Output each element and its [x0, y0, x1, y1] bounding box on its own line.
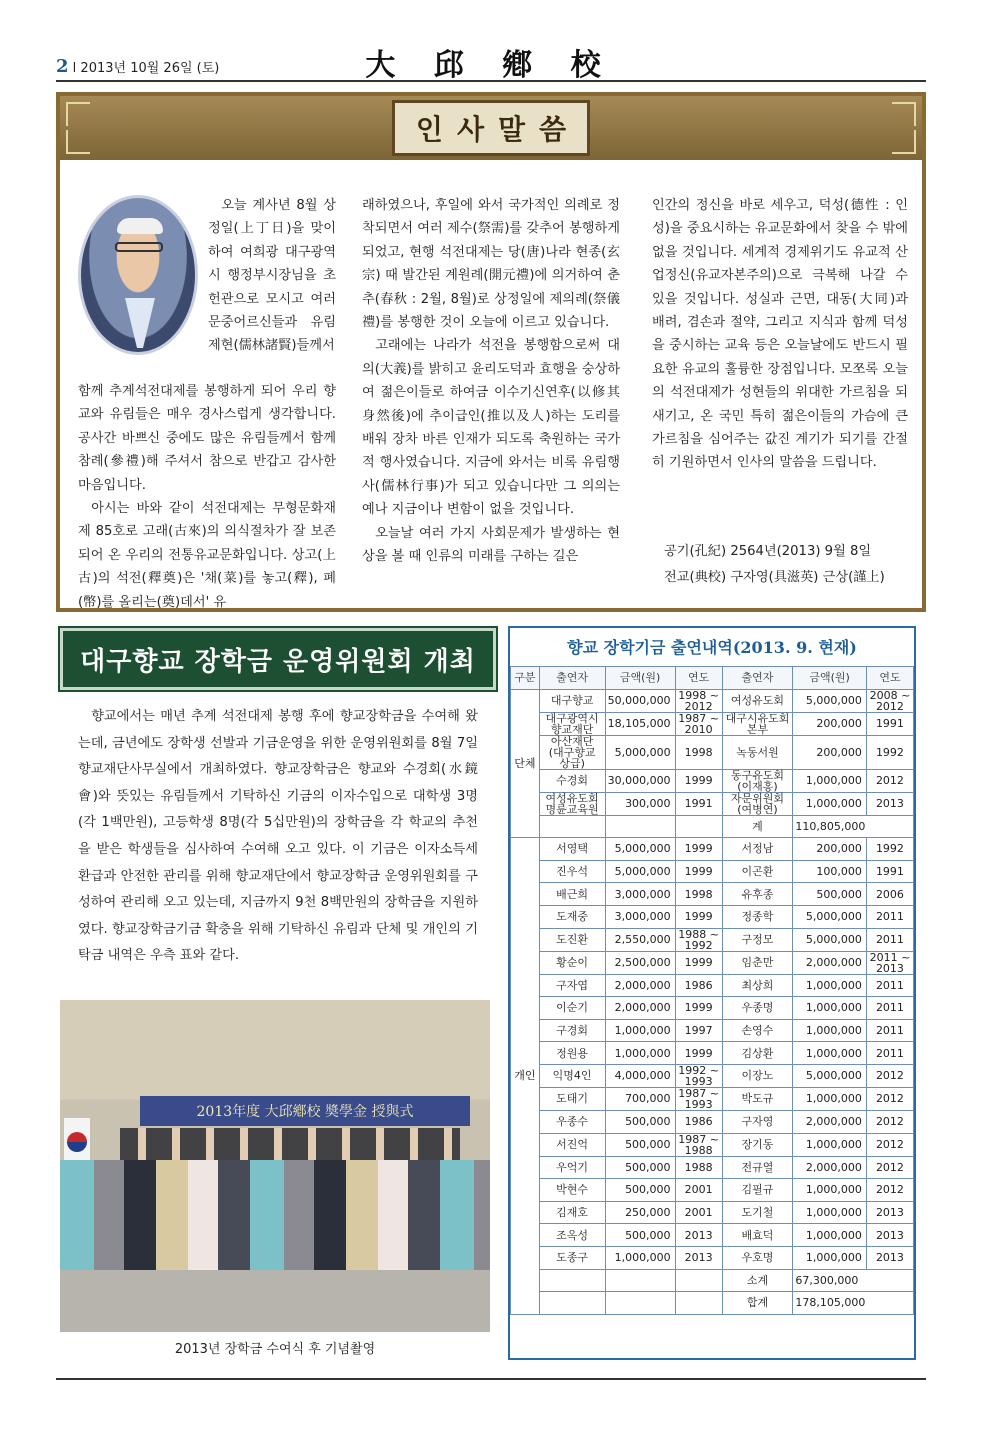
- table-cell: 익명4인: [539, 1064, 605, 1087]
- table-cell: 2001: [675, 1179, 722, 1202]
- table-cell: 5,000,000: [793, 928, 867, 951]
- table-cell: 손영수: [722, 1019, 793, 1042]
- table-cell: 2012: [866, 1087, 913, 1110]
- table-cell: 2013: [675, 1246, 722, 1269]
- table-cell: 500,000: [605, 1179, 675, 1202]
- greeting-title: 인사말씀: [392, 100, 590, 156]
- table-cell: 1986: [675, 1110, 722, 1133]
- page-header-date: 2 l 2013년 10월 26일 (토): [56, 56, 220, 77]
- table-cell: 1998: [675, 883, 722, 906]
- table-cell: 1991: [675, 792, 722, 815]
- table-cell: 1,000,000: [605, 1042, 675, 1065]
- table-cell: [605, 1269, 675, 1292]
- table-cell: 1987 ~ 2010: [675, 712, 722, 735]
- greeting-column-1: [78, 380, 336, 614]
- table-cell: 200,000: [793, 838, 867, 861]
- greeting-paragraph: 오늘 계사년 8월 상정일(上丁日)을 맞이하여 여희광 대구광역시 행정부시장님을 초헌관으로 모시고 여러 문중어르신들과 유림제현(儒林諸賢)들께서: [208, 198, 336, 354]
- table-cell: 2011: [866, 905, 913, 928]
- top-divider: [56, 80, 926, 82]
- table-cell: [605, 1292, 675, 1315]
- table-cell: 500,000: [605, 1133, 675, 1156]
- table-cell: 김상환: [722, 1042, 793, 1065]
- table-cell: 이순기: [539, 997, 605, 1020]
- photo-banner: 2013年度 大邱鄕校 奬學金 授與式: [140, 1096, 470, 1126]
- table-cell: 2013: [675, 1224, 722, 1247]
- table-cell: 5,000,000: [605, 838, 675, 861]
- table-cell: 1,000,000: [793, 792, 867, 815]
- table-cell: [539, 815, 605, 838]
- table-cell: 500,000: [793, 883, 867, 906]
- table-cell: 황순이: [539, 951, 605, 974]
- table-cell: 1986: [675, 974, 722, 997]
- issue-date: 2013년 10월 26일 (토): [80, 61, 220, 76]
- greeting-paragraph: 오늘날 여러 가지 사회문제가 발생하는 현상을 볼 때 인류의 미래를 구하는 길은: [362, 525, 620, 565]
- table-cell: [675, 815, 722, 838]
- table-cell: 연도: [866, 667, 913, 690]
- article-body: [78, 704, 478, 970]
- table-row: [511, 1019, 914, 1042]
- greeting-paragraph: 아시는 바와 같이 석전대제는 무형문화재 제 85호로 고래(古來)의 의식절차가 잘 보존되어 온 우리의 전통유교문화입니다. 상고(上古)의 석전(釋奠)은 '채(菜)를 놓고(釋), 폐(幣)를 올리는(奠)데서' 유: [78, 501, 336, 610]
- table-cell: 구경회: [539, 1019, 605, 1042]
- table-cell: 정종학: [722, 905, 793, 928]
- table-header-row: [511, 667, 914, 690]
- table-cell: 700,000: [605, 1087, 675, 1110]
- table-cell: 서영택: [539, 838, 605, 861]
- photo-caption: 2013년 장학금 수여식 후 기념촬영: [174, 1342, 376, 1357]
- table-cell: 2012: [866, 1110, 913, 1133]
- table-cell: 1,000,000: [793, 997, 867, 1020]
- table-cell: 5,000,000: [605, 860, 675, 883]
- table-cell: 계: [722, 815, 793, 838]
- table-cell: 도재중: [539, 905, 605, 928]
- greeting-sign-date: 공기(孔紀) 2564년(2013) 9월 8일: [664, 544, 872, 559]
- table-row: [511, 997, 914, 1020]
- table-cell: 200,000: [793, 712, 867, 735]
- table-cell: [675, 1292, 722, 1315]
- table-row: [511, 1179, 914, 1202]
- table-cell: 250,000: [605, 1201, 675, 1224]
- table-row: [511, 1224, 914, 1247]
- table-cell: 대구시유도회 본부: [722, 712, 793, 735]
- table-row: [511, 883, 914, 906]
- table-cell: 1988 ~ 1992: [675, 928, 722, 951]
- table-total-row: [511, 815, 914, 838]
- table-cell: 1,000,000: [793, 1087, 867, 1110]
- table-cell: [675, 1269, 722, 1292]
- table-cell: 1,000,000: [793, 1201, 867, 1224]
- table-cell: 1987 ~ 1988: [675, 1133, 722, 1156]
- table-cell: 박도규: [722, 1087, 793, 1110]
- table-row: [511, 838, 914, 861]
- table-cell: 2006: [866, 883, 913, 906]
- table-cell: 2013: [866, 1246, 913, 1269]
- table-cell: [605, 815, 675, 838]
- table-cell: 서정남: [722, 838, 793, 861]
- table-cell: 구자엽: [539, 974, 605, 997]
- table-cell: 100,000: [793, 860, 867, 883]
- table-cell: 조옥성: [539, 1224, 605, 1247]
- table-cell: 30,000,000: [605, 769, 675, 792]
- table-row: [511, 1246, 914, 1269]
- table-row: [511, 769, 914, 792]
- table-cell: 구자영: [722, 1110, 793, 1133]
- table-cell: 녹동서원: [722, 735, 793, 769]
- table-cell: 3,000,000: [605, 883, 675, 906]
- table-row: [511, 1133, 914, 1156]
- table-cell: 단체: [511, 689, 540, 838]
- table-cell: 소계: [722, 1269, 793, 1292]
- table-cell: 1998 ~ 2012: [675, 689, 722, 712]
- table-cell: 이장노: [722, 1064, 793, 1087]
- table-cell: 5,000,000: [793, 1064, 867, 1087]
- group-photo-image: [60, 1000, 490, 1332]
- table-cell: 1999: [675, 838, 722, 861]
- table-cell: 2013: [866, 1201, 913, 1224]
- table-cell: 1991: [866, 712, 913, 735]
- table-cell: 1998: [675, 735, 722, 769]
- table-cell: 진우석: [539, 860, 605, 883]
- table-cell: 67,300,000: [793, 1269, 914, 1292]
- table-cell: 대구향교: [539, 689, 605, 712]
- table-cell: 아산재단 (대구향교 상급): [539, 735, 605, 769]
- table-cell: 2012: [866, 1133, 913, 1156]
- table-cell: 1988: [675, 1156, 722, 1179]
- table-cell: 2,000,000: [793, 1110, 867, 1133]
- fund-table-title: 향교 장학기금 출연내역(2013. 9. 현재): [567, 637, 857, 657]
- table-cell: 우종수: [539, 1110, 605, 1133]
- table-cell: 금액(원): [605, 667, 675, 690]
- table-cell: 5,000,000: [605, 735, 675, 769]
- table-cell: 1999: [675, 905, 722, 928]
- greeting-column-1-top: [208, 194, 336, 358]
- table-cell: 임춘만: [722, 951, 793, 974]
- table-cell: [539, 1269, 605, 1292]
- table-cell: 2,500,000: [605, 951, 675, 974]
- table-cell: 정원용: [539, 1042, 605, 1065]
- table-cell: 2,000,000: [793, 1156, 867, 1179]
- table-cell: 2001: [675, 1201, 722, 1224]
- table-cell: 합계: [722, 1292, 793, 1315]
- table-cell: 5,000,000: [793, 689, 867, 712]
- table-cell: 500,000: [605, 1110, 675, 1133]
- table-cell: 200,000: [793, 735, 867, 769]
- table-total-row: [511, 1269, 914, 1292]
- table-cell: 2012: [866, 1179, 913, 1202]
- table-cell: 2,000,000: [793, 951, 867, 974]
- table-cell: 도태기: [539, 1087, 605, 1110]
- table-cell: 500,000: [605, 1156, 675, 1179]
- table-cell: 1999: [675, 860, 722, 883]
- table-cell: 김필규: [722, 1179, 793, 1202]
- table-cell: 대구광역시 향교재단: [539, 712, 605, 735]
- table-cell: 2012: [866, 1156, 913, 1179]
- table-cell: 도종구: [539, 1246, 605, 1269]
- table-cell: 1,000,000: [793, 974, 867, 997]
- greeting-column-3: [652, 194, 908, 475]
- table-cell: 자문위원회 (여병연): [722, 792, 793, 815]
- table-cell: 1,000,000: [793, 1179, 867, 1202]
- table-cell: 4,000,000: [605, 1064, 675, 1087]
- table-row: [511, 1156, 914, 1179]
- table-row: [511, 712, 914, 735]
- table-cell: 1999: [675, 1042, 722, 1065]
- table-cell: 1,000,000: [605, 1019, 675, 1042]
- table-cell: 전규열: [722, 1156, 793, 1179]
- table-cell: 최상희: [722, 974, 793, 997]
- table-cell: 1999: [675, 769, 722, 792]
- table-cell: 1,000,000: [793, 1019, 867, 1042]
- table-cell: 1,000,000: [793, 1246, 867, 1269]
- table-cell: [539, 1292, 605, 1315]
- table-cell: 도진환: [539, 928, 605, 951]
- table-cell: 2012: [866, 1064, 913, 1087]
- table-cell: 1992: [866, 735, 913, 769]
- table-cell: 2,000,000: [605, 974, 675, 997]
- table-row: [511, 689, 914, 712]
- table-cell: 2013: [866, 792, 913, 815]
- page-number: 2: [56, 56, 69, 77]
- table-cell: 개인: [511, 838, 540, 1315]
- table-cell: 2012: [866, 769, 913, 792]
- table-cell: 18,105,000: [605, 712, 675, 735]
- greeting-paragraph: 인간의 정신을 바로 세우고, 덕성(德性 : 인성)을 중요시하는 유교문화에서 찾을 수 밖에 없을 것입니다. 세계적 경제위기도 유교적 산업정신(유교자본주의)으로 극복해 나갈 수 있을 것입니다. 성실과 근면, 대동(大同)과 배려, 겸손과 절약, 그리고 지식과 함께 덕성을 중시하는 교육 등은 오늘날에도 반드시 필요한 유교의 훌륭한 장점입니다. 모쪼록 오늘의 석전대제가 성현들의 위대한 가르침을 되새기고, 온 국민 특히 젊은이들의 가슴에 큰 가르침을 심어주는 값진 계기가 되기를 간절히 기원하면서 인사의 말씀을 드립니다.: [652, 198, 908, 471]
- table-cell: 178,105,000: [793, 1292, 914, 1315]
- table-cell: 유후종: [722, 883, 793, 906]
- author-portrait-image: [78, 195, 198, 355]
- table-cell: 구정모: [722, 928, 793, 951]
- greeting-paragraph: 고래에는 나라가 석전을 봉행함으로써 대의(大義)를 밝히고 윤리도덕과 효행을 숭상하여 젊은이들로 하여금 이수기신연후(以修其身然後)에 추이급인(推以及人)하는 도리를 배워 장차 바른 인재가 되도록 축원하는 국가적 행사였습니다. 지금에 와서는 비록 유림행사(儒林行事)가 되고 있습니다만 그 의의는 예나 지금이나 변함이 없을 것입니다.: [362, 338, 620, 518]
- table-cell: 2011: [866, 1042, 913, 1065]
- table-cell: 3,000,000: [605, 905, 675, 928]
- table-cell: 2011: [866, 974, 913, 997]
- table-cell: 1,000,000: [793, 1042, 867, 1065]
- table-cell: 배효덕: [722, 1224, 793, 1247]
- table-cell: 110,805,000: [793, 815, 914, 838]
- table-row: [511, 951, 914, 974]
- table-cell: 도기철: [722, 1201, 793, 1224]
- table-row: [511, 792, 914, 815]
- table-cell: 1,000,000: [793, 1133, 867, 1156]
- table-cell: 2,000,000: [605, 997, 675, 1020]
- table-row: [511, 974, 914, 997]
- table-cell: 5,000,000: [793, 905, 867, 928]
- table-cell: 서진억: [539, 1133, 605, 1156]
- table-cell: 금액(원): [793, 667, 867, 690]
- table-cell: 300,000: [605, 792, 675, 815]
- greeting-paragraph: 함께 추계석전대제를 봉행하게 되어 우리 향교와 유림들은 매우 경사스럽게 생각합니다. 공사간 바쁘신 중에도 많은 유림들께서 함께 참례(參禮)해 주셔서 참으로 반갑고 감사한 마음입니다.: [78, 384, 336, 493]
- table-cell: 2011: [866, 928, 913, 951]
- table-row: [511, 928, 914, 951]
- table-row: [511, 1201, 914, 1224]
- article-paragraph: 향교에서는 매년 추계 석전대제 봉행 후에 향교장학금을 수여해 왔는데, 금년에도 장학생 선발과 기금운영을 위한 운영위원회를 8월 7일 향교재단사무실에서 개최하였다. 향교장학금은 향교와 수경회(水鏡會)와 뜻있는 유림들께서 기탁하신 기금의 이자수입으로 대학생 3명(각 1백만원), 고등학생 8명(각 5십만원)의 장학금을 각 학교의 추천을 받은 학생들을 심사하여 수여해 오고 있다. 이 기금은 이자소득세 환급과 안전한 관리를 위해 향교재단에서 향교장학금 운영위원회를 구성하여 관리해 오고 있는데, 지금까지 9천 8백만원의 장학금을 지원하였다. 향교장학금기금 확충을 위해 기탁하신 유림과 단체 및 개인의 기탁금 내역은 우측 표와 같다.: [78, 709, 478, 964]
- table-cell: 동구유도회 (이재홍): [722, 769, 793, 792]
- table-cell: 2008 ~ 2012: [866, 689, 913, 712]
- table-cell: 우종명: [722, 997, 793, 1020]
- greeting-paragraph: 래하였으나, 후일에 와서 국가적인 의례로 정착되면서 여러 제수(祭需)를 갖추어 봉행하게 되었고, 현행 석전대제는 당(唐)나라 현종(玄宗) 때 발간된 계원례(開元禮)에 의거하여 춘추(春秋 : 2월, 8월)로 상정일에 제의례(祭儀禮)를 봉행한 것이 오늘에 이르고 있습니다.: [362, 198, 620, 331]
- table-cell: 우억기: [539, 1156, 605, 1179]
- table-cell: 우호명: [722, 1246, 793, 1269]
- table-cell: 2011: [866, 1019, 913, 1042]
- table-cell: 1,000,000: [793, 1224, 867, 1247]
- table-cell: 1991: [866, 860, 913, 883]
- table-cell: 1999: [675, 997, 722, 1020]
- table-cell: 장기동: [722, 1133, 793, 1156]
- table-cell: 출연자: [539, 667, 605, 690]
- table-cell: 배근희: [539, 883, 605, 906]
- table-cell: 2013: [866, 1224, 913, 1247]
- table-row: [511, 1110, 914, 1133]
- table-total-row: [511, 1292, 914, 1315]
- table-cell: 1,000,000: [605, 1246, 675, 1269]
- table-cell: 2,550,000: [605, 928, 675, 951]
- table-cell: 500,000: [605, 1224, 675, 1247]
- table-cell: 출연자: [722, 667, 793, 690]
- masthead-title: 大 邱 鄕 校: [365, 48, 615, 83]
- table-row: [511, 860, 914, 883]
- table-cell: 1999: [675, 951, 722, 974]
- table-cell: 수경회: [539, 769, 605, 792]
- table-cell: 1,000,000: [793, 769, 867, 792]
- greeting-signature: 전교(典校) 구자영(具滋英) 근상(謹上): [664, 570, 885, 585]
- table-cell: 구분: [511, 667, 540, 690]
- table-cell: 1987 ~ 1993: [675, 1087, 722, 1110]
- article-title: 대구향교 장학금 운영위원회 개최: [60, 628, 496, 690]
- bottom-divider: [56, 1378, 926, 1380]
- table-cell: 연도: [675, 667, 722, 690]
- table-cell: 50,000,000: [605, 689, 675, 712]
- greeting-column-2: [362, 194, 620, 569]
- table-row: [511, 1087, 914, 1110]
- table-cell: 2011 ~ 2013: [866, 951, 913, 974]
- table-row: [511, 735, 914, 769]
- table-cell: 김재호: [539, 1201, 605, 1224]
- table-row: [511, 1064, 914, 1087]
- table-cell: 2011: [866, 997, 913, 1020]
- table-cell: 이곤환: [722, 860, 793, 883]
- table-cell: 여성유도회: [722, 689, 793, 712]
- table-row: [511, 905, 914, 928]
- table-cell: 박현수: [539, 1179, 605, 1202]
- table-cell: 1997: [675, 1019, 722, 1042]
- table-cell: 1992: [866, 838, 913, 861]
- table-cell: 여성유도회 명륜교육원: [539, 792, 605, 815]
- table-cell: 1992 ~ 1993: [675, 1064, 722, 1087]
- fund-table: [510, 666, 914, 1315]
- table-row: [511, 1042, 914, 1065]
